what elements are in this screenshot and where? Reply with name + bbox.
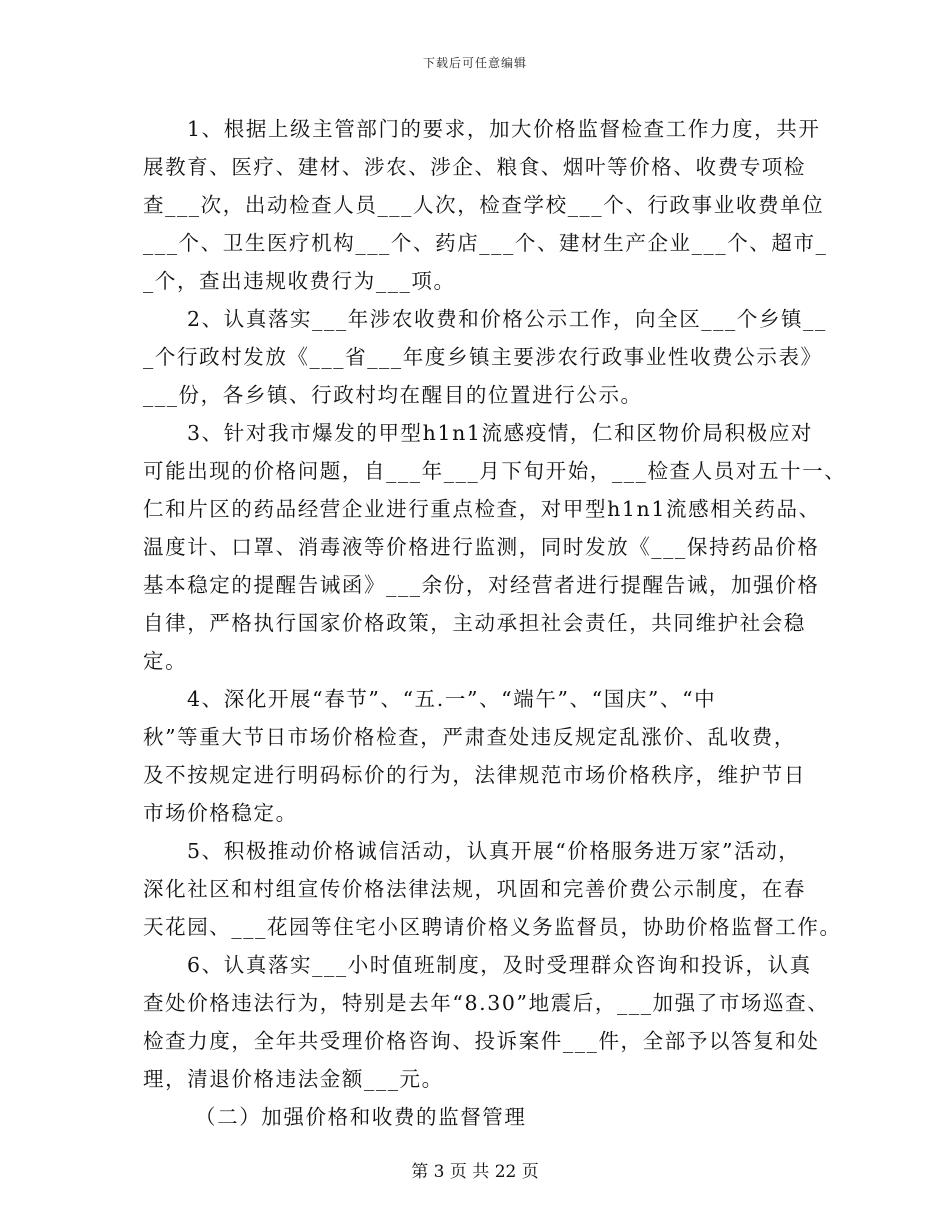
paragraph-line: 3、针对我市爆发的甲型h1n1流感疫情，仁和区物价局积极应对 — [187, 421, 814, 445]
paragraph-line: 深化社区和村组宣传价格法律法规，巩固和完善价费公示制度，在春 — [143, 877, 806, 901]
paragraph-line: 仁和片区的药品经营企业进行重点检查，对甲型h1n1流感相关药品、 — [143, 497, 821, 521]
paragraph-line: ___个、卫生医疗机构___个、药店___个、建材生产企业___个、超市_ — [143, 231, 828, 255]
paragraph-line: 展教育、医疗、建材、涉农、涉企、粮食、烟叶等价格、收费专项检 — [143, 155, 806, 179]
page-header-note: 下载后可任意编辑 — [422, 56, 527, 70]
paragraph-line: 6、认真落实___小时值班制度，及时受理群众咨询和投诉，认真 — [187, 953, 812, 977]
paragraph-line: 检查力度，全年共受理价格咨询、投诉案件___件，全部予以答复和处 — [143, 1029, 820, 1053]
paragraph-line: 秋”等重大节日市场价格检查，严肃查处违反规定乱涨价、乱收费， — [143, 725, 796, 749]
section-subheading: （二）加强价格和收费的监督管理 — [195, 1105, 527, 1129]
paragraph-line: 及不按规定进行明码标价的行为，法律规范市场价格秩序，维护节日 — [143, 763, 806, 787]
paragraph-line: 2、认真落实___年涉农收费和价格公示工作，向全区___个乡镇__ — [187, 307, 827, 331]
paragraph-line: 查处价格违法行为，特别是去年“8.30”地震后，___加强了市场巡查、 — [143, 991, 830, 1015]
paragraph-line: 查___次，出动检查人员___人次，检查学校___个、行政事业收费单位 — [143, 193, 825, 217]
paragraph-line: 理，清退价格违法金额___元。 — [143, 1067, 444, 1091]
paragraph-line: _个行政村发放《___省___年度乡镇主要涉农行政事业性收费公示表》 — [143, 345, 823, 369]
paragraph-line: 基本稳定的提醒告诫函》___余份，对经营者进行提醒告诫，加强价格 — [143, 573, 820, 597]
page-number-footer: 第 3 页 共 22 页 — [411, 1162, 539, 1182]
paragraph-line: 5、积极推动价格诚信活动，认真开展“价格服务进万家”活动， — [187, 839, 801, 863]
document-body — [143, 110, 847, 1136]
paragraph-line: 可能出现的价格问题，自___年___月下旬开始，___检查人员对五十一、 — [143, 459, 847, 483]
paragraph-line: 1、根据上级主管部门的要求，加大价格监督检查工作力度，共开 — [187, 117, 821, 141]
paragraph-line: _个，查出违规收费行为___项。 — [143, 269, 456, 293]
paragraph-line: 天花园、___花园等住宅小区聘请价格义务监督员，协助价格监督工作。 — [143, 915, 842, 939]
paragraph-line: ___份，各乡镇、行政村均在醒目的位置进行公示。 — [143, 383, 643, 407]
paragraph-line: 自律，严格执行国家价格政策，主动承担社会责任，共同维护社会稳 — [143, 611, 806, 635]
paragraph-line: 市场价格稳定。 — [143, 801, 298, 825]
paragraph-line: 定。 — [143, 649, 188, 673]
paragraph-line: 温度计、口罩、消毒液等价格进行监测，同时发放《___保持药品价格 — [143, 535, 820, 559]
paragraph-line: 4、深化开展“春节”、“五.一”、“端午”、“国庆”、“中 — [187, 687, 717, 711]
